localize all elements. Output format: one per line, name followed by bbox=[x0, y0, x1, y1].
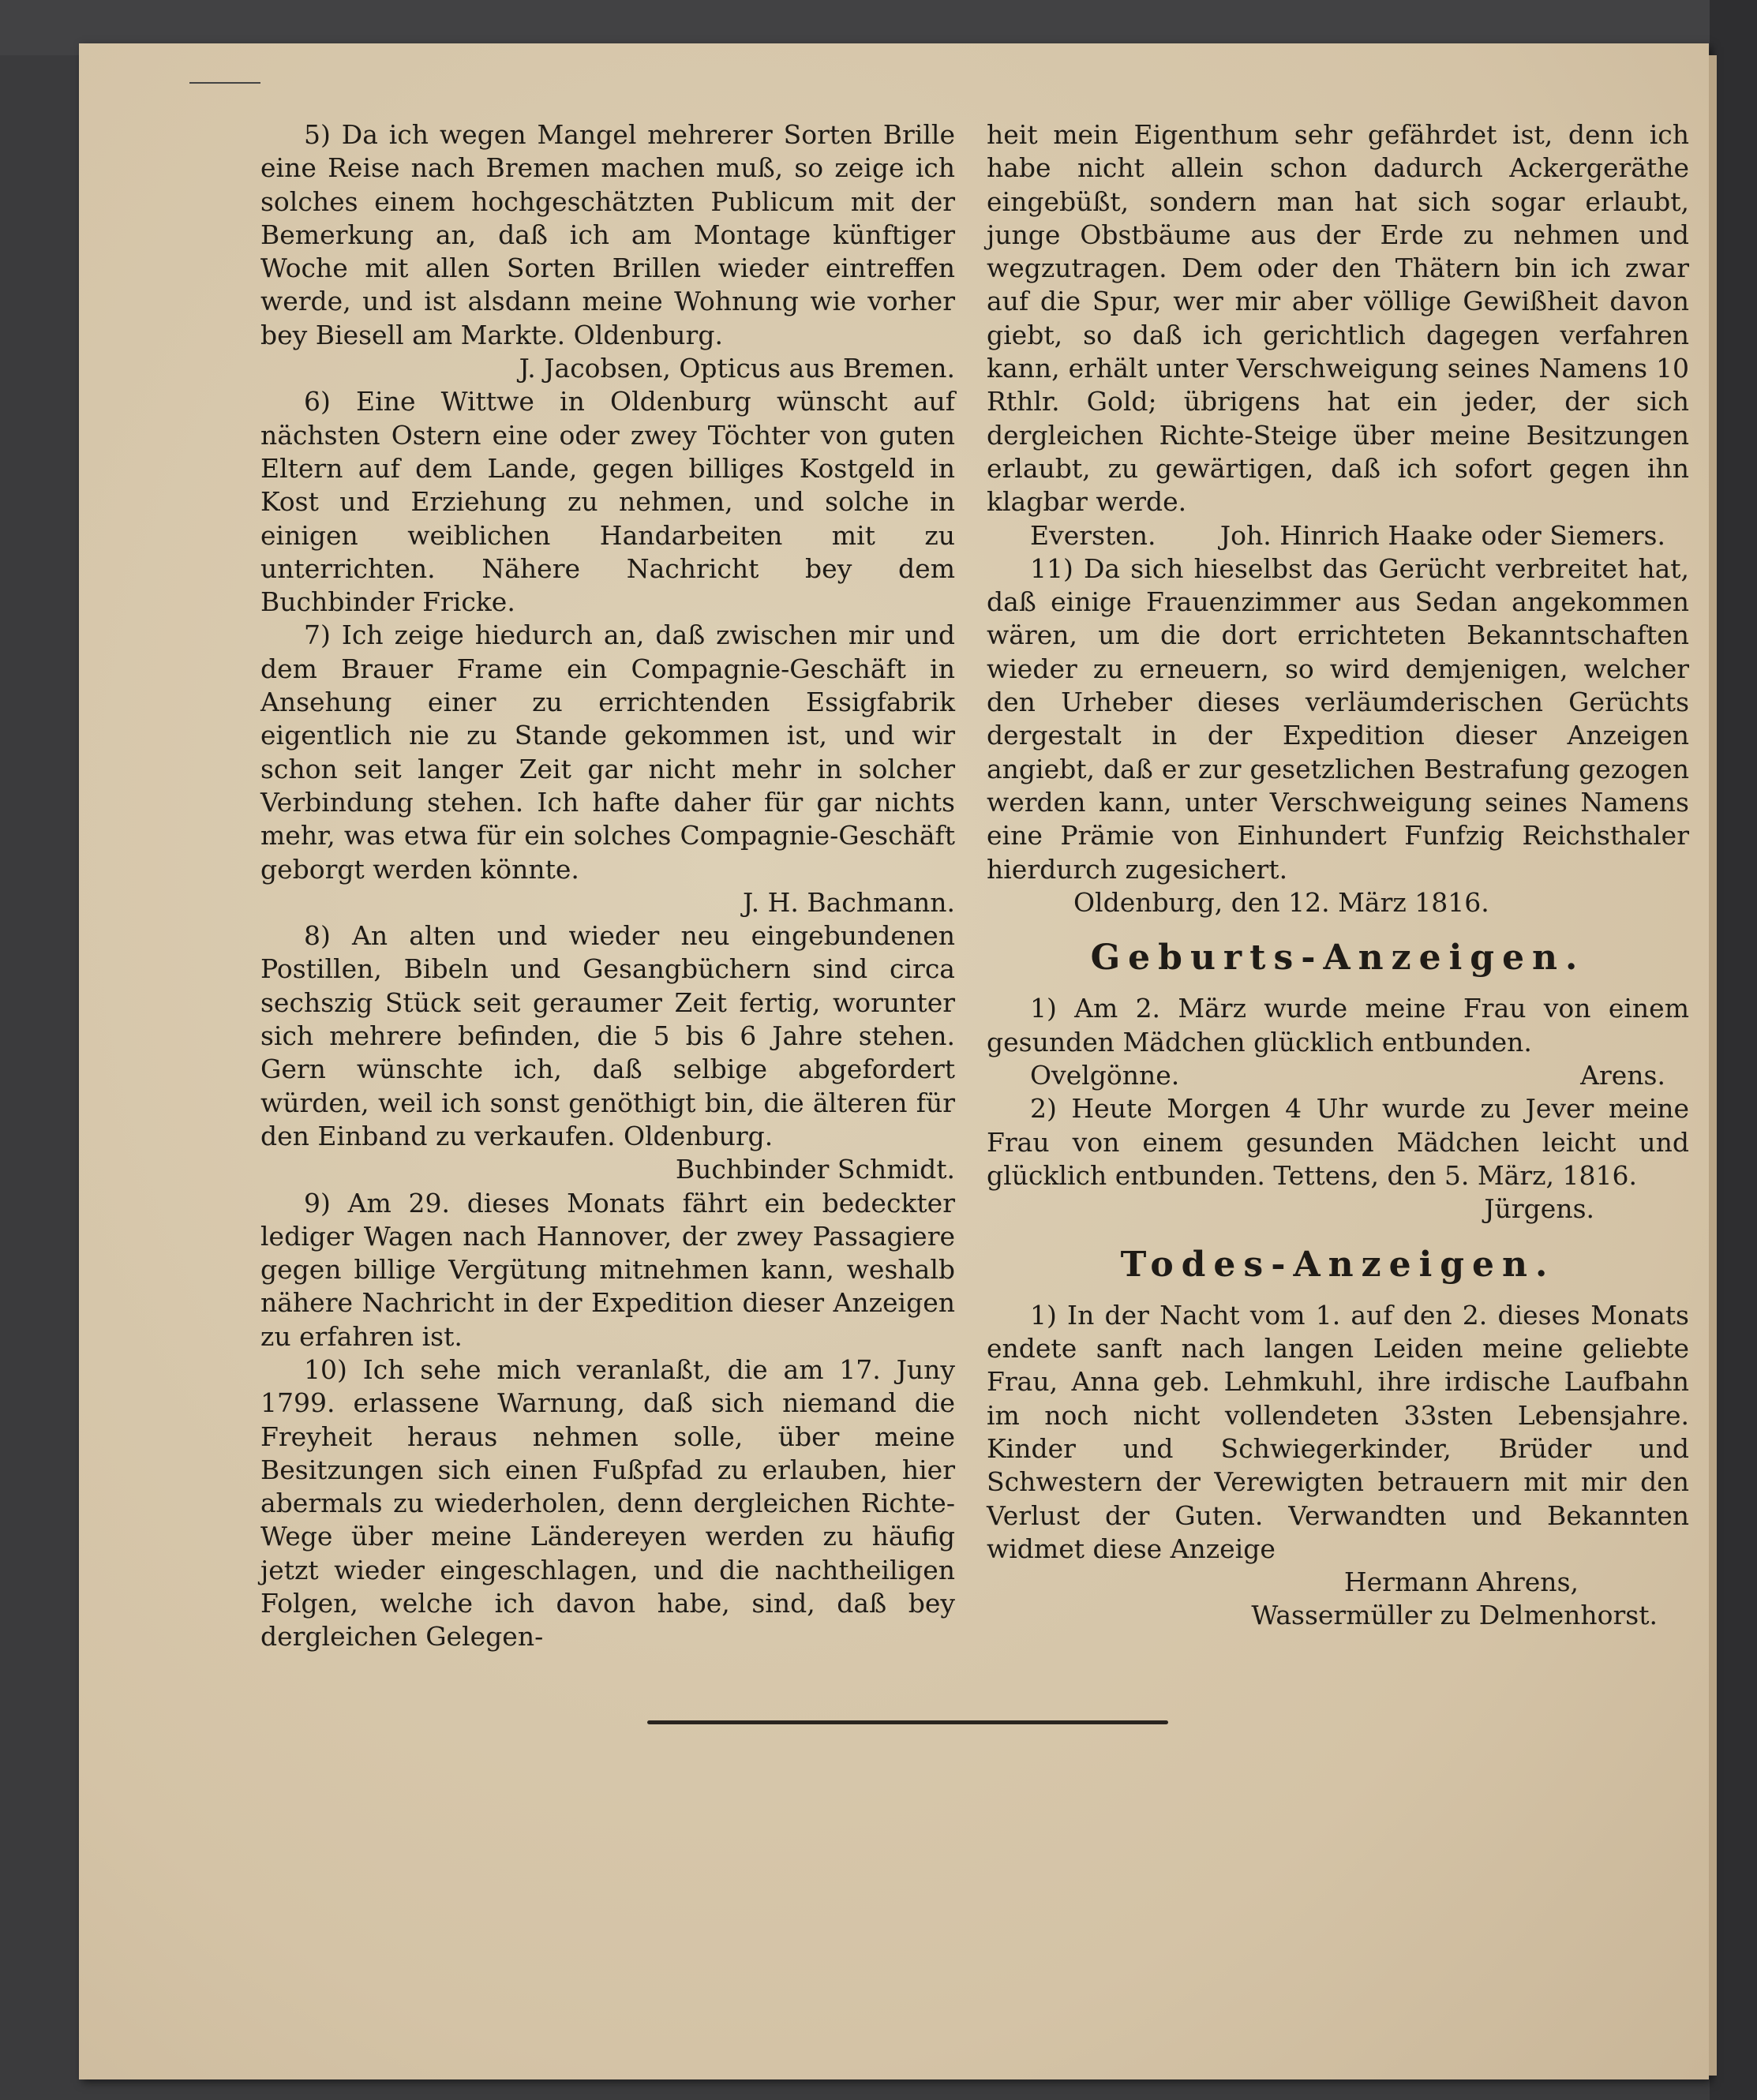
birth-2-signature: Jürgens. bbox=[1484, 1193, 1594, 1225]
birth-1-signature-line bbox=[987, 1059, 1689, 1092]
notice-10-part2: heit mein Eigenthum sehr gefährdet ist, denn ich habe nicht allein schon dadurch Ackergeräthe eingebüßt, sondern man hat sich sogar erlaubt, junge Obstbäume aus der Erde zu nehmen und wegzutragen. Dem oder den Thätern bin ich zwar auf die Spur, wer mir aber völlige Gewißheit davon giebt, so daß ich gerichtlich dagegen verfahren kann, erhält unter Verschweigung seines Namens 10 Rthlr. Gold; übrigens hat ein jeder, der sich dergleichen Richte-Steige über meine Besitzungen erlaubt, zu gewärtigen, daß ich sofort gegen ihn klagbar werde. bbox=[987, 119, 1689, 518]
notice-8-signature: Buchbinder Schmidt. bbox=[675, 1154, 955, 1185]
birth-1-signature: Arens. bbox=[1580, 1060, 1665, 1091]
left-column bbox=[260, 118, 955, 1654]
notice-7: 7) Ich zeige hiedurch an, daß zwischen mir und dem Brauer Frame ein Compagnie-Geschäft in Ansehung einer zu errichtenden Essigfabrik eigentlich nie zu Stande gekommen ist, und wir schon seit langer Zeit gar nicht mehr in solcher Verbindung stehen. Ich hafte daher für gar nichts mehr, was etwa für ein solches Compagnie-Geschäft geborgt werden könnte. bbox=[260, 620, 955, 885]
notice-5: 5) Da ich wegen Mangel mehrerer Sorten Brille eine Reise nach Bremen machen muß, so zeige ich solches einem hochgeschätzten Publicum mit der Bemerkung an, daß ich am Montage künftiger Woche mit allen Sorten Brillen wieder eintreffen werde, und ist alsdann meine Wohnung wie vorher bey Biesell am Markte. Oldenburg. bbox=[260, 119, 955, 350]
right-column bbox=[987, 118, 1689, 1633]
notice-10-part1: 10) Ich sehe mich veranlaßt, die am 17. Juny 1799. erlassene Warnung, daß sich niemand die Freyheit heraus nehmen solle, über meine Besitzungen sich einen Fußpfad zu erlauben, hier abermals zu wiederholen, denn dergleichen Richte-Wege über meine Ländereyen werden zu häufig jetzt wieder eingeschlagen, und die nachtheiligen Folgen, welche ich davon habe, sind, daß bey dergleichen Gelegen- bbox=[260, 1353, 955, 1653]
notice-10-place: Eversten. bbox=[1030, 519, 1156, 551]
notice-11-date: Oldenburg, den 12. März 1816. bbox=[1073, 886, 1489, 918]
death-1-signature-title: Wassermüller zu Delmenhorst. bbox=[1251, 1600, 1658, 1631]
notice-10-signature: Joh. Hinrich Haake oder Siemers. bbox=[1219, 519, 1665, 551]
notice-10-signature-line bbox=[987, 519, 1689, 552]
notice-9: 9) Am 29. dieses Monats fährt ein bedeckter lediger Wagen nach Hannover, der zwey Passagiere gegen billige Vergütung mitnehmen kann, weshalb nähere Nachricht in der Expedition dieser Anzeigen zu erfahren ist. bbox=[260, 1187, 955, 1352]
birth-1-place: Ovelgönne. bbox=[1030, 1060, 1180, 1091]
top-rule bbox=[189, 82, 260, 84]
births-heading: Geburts-Anzeigen. bbox=[1090, 938, 1586, 979]
deaths-heading: Todes-Anzeigen. bbox=[1120, 1244, 1556, 1285]
notice-8: 8) An alten und wieder neu eingebundenen Postillen, Bibeln und Gesangbüchern sind circa sechszig Stück seit geraumer Zeit fertig, worunter sich mehrere befinden, die 5 bis 6 Jahre stehen. Gern wünschte ich, daß selbige abgefordert würden, weil ich sonst genöthigt bin, die älteren für den Einband zu verkaufen. Oldenburg. bbox=[260, 920, 955, 1151]
notice-7-signature: J. H. Bachmann. bbox=[742, 886, 955, 918]
notice-5-signature: J. Jacobsen, Opticus aus Bremen. bbox=[519, 353, 955, 384]
death-notice-1: 1) In der Nacht vom 1. auf den 2. dieses Monats endete sanft nach langen Leiden meine geliebte Frau, Anna geb. Lehmkuhl, ihre irdische Laufbahn im noch nicht vollendeten 33sten Lebensjahre. Kinder und Schwiegerkinder, Brüder und Schwestern der Verewigten betrauern mit mir den Verlust der Guten. Verwandten und Bekannten widmet diese Anzeige bbox=[987, 1299, 1689, 1564]
birth-notice-2: 2) Heute Morgen 4 Uhr wurde zu Jever meine Frau von einem gesunden Mädchen leicht und glücklich entbunden. Tettens, den 5. März, 1816. bbox=[987, 1093, 1689, 1191]
page-fold-edge bbox=[1709, 55, 1717, 2076]
notice-11: 11) Da sich hieselbst das Gerücht verbreitet hat, daß einige Frauenzimmer aus Sedan angekommen wären, um die dort errichteten Bekanntschaften wieder zu erneuern, so wird demjenigen, welcher den Urheber dieses verläumderischen Gerüchts dergestalt in der Expedition dieser Anzeigen angiebt, daß er zur gesetzlichen Bestrafung gezogen werden kann, unter Verschweigung seines Namens eine Prämie von Einhundert Funfzig Reichsthaler hierdurch zugesichert. bbox=[987, 552, 1689, 885]
death-1-signature-name: Hermann Ahrens, bbox=[1343, 1567, 1579, 1598]
birth-notice-1: 1) Am 2. März wurde meine Frau von einem gesunden Mädchen glücklich entbunden. bbox=[987, 993, 1689, 1057]
closing-rule bbox=[647, 1720, 1168, 1724]
scan-background-right bbox=[1710, 0, 1757, 2100]
notice-6: 6) Eine Wittwe in Oldenburg wünscht auf nächsten Ostern eine oder zwey Töchter von guten Eltern auf dem Lande, gegen billiges Kostgeld in Kost und Erziehung zu nehmen, und solche in einigen weiblichen Handarbeiten mit zu unterrichten. Nähere Nachricht bey dem Buchbinder Fricke. bbox=[260, 386, 955, 618]
